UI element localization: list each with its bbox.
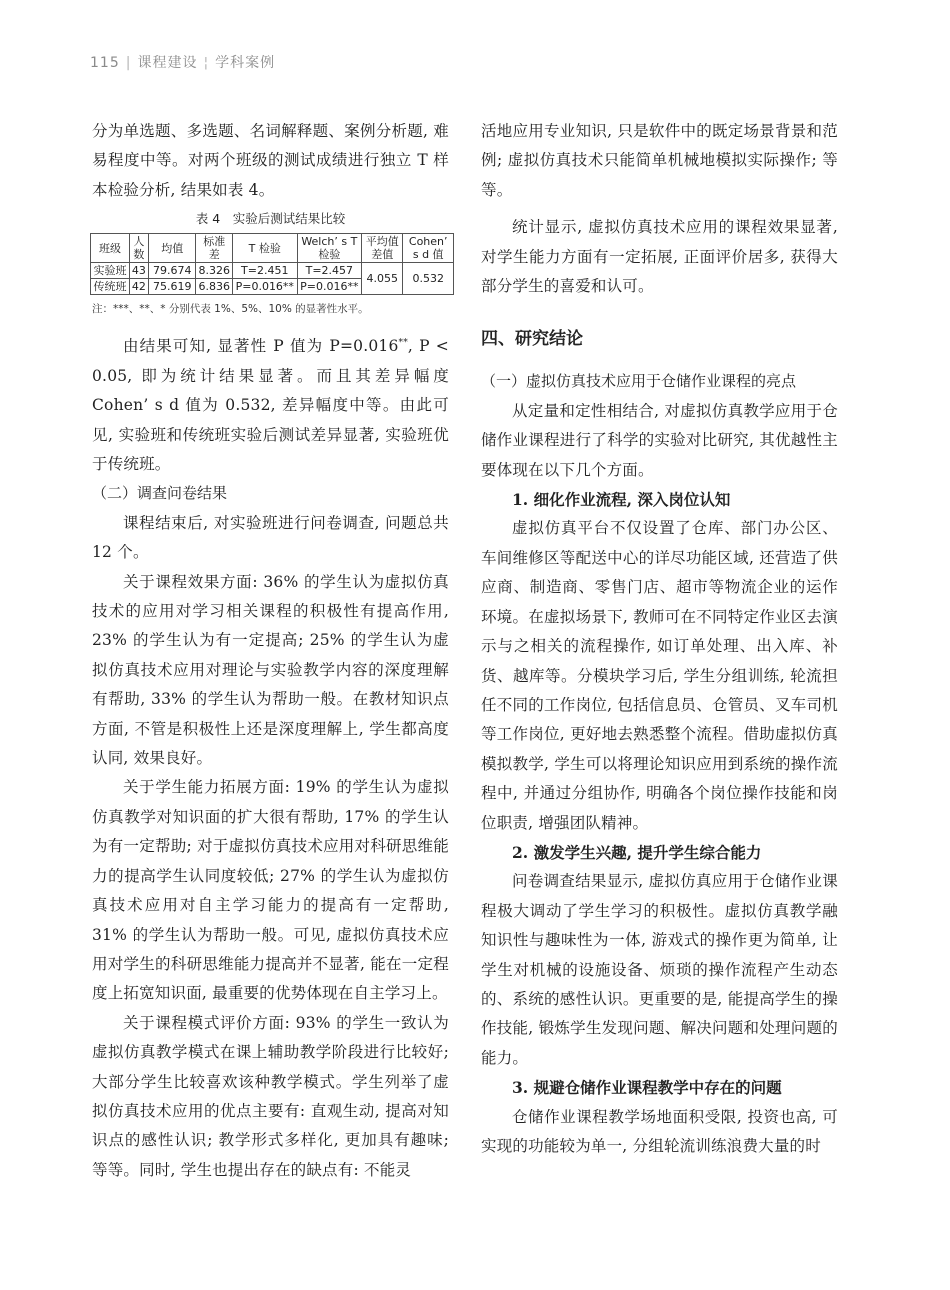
subsection-heading: （一）虚拟仿真技术应用于仓储作业课程的亮点 <box>481 372 797 391</box>
paragraph: 关于课程模式评价方面: 93% 的学生一致认为虚拟仿真教学模式在课上辅助教学阶段进行比较好; 大部分学生比较喜欢该种教学模式。学生列举了虚拟仿真技术应用的优点主要有: 直观生动, 提高对知识点的感性认识; 教学形式多样化, 更加具有趣味; 等等。同时, 学生也提出存在的缺点有: 不能灵 <box>92 1013 449 1179</box>
paragraph: 仓储作业课程教学场地面积受限, 投资也高, 可实现的功能较为单一, 分组轮流训练浪费大量的时 <box>481 1107 838 1155</box>
page-number: 115 <box>90 55 120 71</box>
table-cell: 实验班 <box>91 263 130 279</box>
table-cell: 8.326 <box>196 263 233 279</box>
table-cell: 42 <box>129 279 148 295</box>
header-section: 课程建设 <box>137 55 198 71</box>
table-cell: P=0.016** <box>297 279 362 295</box>
table-cell: 传统班 <box>91 279 130 295</box>
cohens-d-cell: 0.532 <box>403 263 454 295</box>
paragraph: 关于课程效果方面: 36% 的学生认为虚拟仿真技术的应用对学习相关课程的积极性有提高作用, 23% 的学生认为有一定提高; 25% 的学生认为虚拟仿真技术应用对理论与实验教学内容的深度理解有帮助, 33% 的学生认为帮助一般。在教材知识点方面, 不管是积极性上还是深度理解上, 学生都高度认同, 效果良好。 <box>92 572 449 768</box>
right-column <box>481 117 838 1161</box>
header-subsection: 学科案例 <box>215 55 276 71</box>
text-run: , P < 0.05, 即为统计结果显著。而且其差异幅度 Cohen’ s d 值为 0.532, 差异幅度中等。由此可见, 实验班和传统班实验后测试差异显著, 实验班优于传统班。 <box>92 337 449 473</box>
running-header: 115 | 课程建设 ¦ 学科案例 <box>90 55 276 71</box>
table-header-cell: 均值 <box>148 234 196 263</box>
table-header-cell: Welch’ s T 检验 <box>297 234 362 263</box>
table-header-cell: T 检验 <box>232 234 297 263</box>
results-table <box>90 233 454 295</box>
table-note: 注：***、**、* 分别代表 1%、5%、10% 的显著性水平。 <box>92 303 369 316</box>
paragraph <box>92 329 449 479</box>
text-run: 由结果可知, 显著性 P 值为 P=0.016 <box>123 337 399 356</box>
section-heading: 四、研究结论 <box>481 329 583 350</box>
table-header-row <box>91 234 454 263</box>
table-cell: 6.836 <box>196 279 233 295</box>
table-row <box>91 263 454 279</box>
paragraph: 分为单选题、多选题、名词解释题、案例分析题, 难易程度中等。对两个班级的测试成绩进行独立 T 样本检验分析, 结果如表 4。 <box>92 122 449 199</box>
table-header-cell: 人数 <box>129 234 148 263</box>
paragraph: 从定量和定性相结合, 对虚拟仿真教学应用于仓储作业课程进行了科学的实验对比研究, 其优越性主要体现在以下几个方面。 <box>481 401 838 479</box>
left-column <box>92 117 449 1185</box>
paragraph: 问卷调查结果显示, 虚拟仿真应用于仓储作业课程极大调动了学生学习的积极性。虚拟仿真教学融知识性与趣味性为一体, 游戏式的操作更为简单, 让学生对机械的设施设备、烦琐的操作流程产生动态的、系统的感性认识。更重要的是, 能提高学生的操作技能, 锻炼学生发现问题、解决问题和处理问题的能力。 <box>481 872 838 1067</box>
table-header-cell: 标准差 <box>196 234 233 263</box>
table-header-cell: Cohen’ s d 值 <box>403 234 454 263</box>
significance-marker: ** <box>398 338 408 349</box>
numbered-heading: 1. 细化作业流程, 深入岗位认知 <box>512 490 731 510</box>
numbered-heading: 2. 激发学生兴趣, 提升学生综合能力 <box>512 842 762 862</box>
subsection-heading: （二）调查问卷结果 <box>92 484 228 503</box>
table-cell: 75.619 <box>148 279 196 295</box>
paragraph: 课程结束后, 对实验班进行问卷调查, 问题总共 12 个。 <box>92 513 449 562</box>
numbered-heading: 3. 规避仓储作业课程教学中存在的问题 <box>512 1078 782 1098</box>
table-cell: 43 <box>129 263 148 279</box>
table-cell: T=2.457 <box>297 263 362 279</box>
table-cell: 79.674 <box>148 263 196 279</box>
table-caption: 表 4 实验后测试结果比较 <box>195 211 346 227</box>
table-header-cell: 平均值差值 <box>362 234 403 263</box>
table-cell: T=2.451 <box>232 263 297 279</box>
mean-diff-cell: 4.055 <box>362 263 403 295</box>
paragraph: 统计显示, 虚拟仿真技术应用的课程效果显著, 对学生能力方面有一定拓展, 正面评价居多, 获得大部分学生的喜爱和认可。 <box>481 218 838 296</box>
paragraph: 虚拟仿真平台不仅设置了仓库、部门办公区、车间维修区等配送中心的详尽功能区域, 还营造了供应商、制造商、零售门店、超市等物流企业的运作环境。在虚拟场景下, 教师可在不同特定作业区去演示与之相关的流程操作, 如订单处理、出入库、补货、越库等。分模块学习后, 学生分组训练, 轮流担任不同的工作岗位, 包括信息员、仓管员、叉车司机等工作岗位, 更好地去熟悉整个流程。借助虚拟仿真模拟教学, 学生可以将理论知识应用到系统的操作流程中, 并通过分组协作, 明确各个岗位操作技能和岗位职责, 增强团队精神。 <box>481 519 838 832</box>
paragraph: 关于学生能力拓展方面: 19% 的学生认为虚拟仿真教学对知识面的扩大很有帮助, 17% 的学生认为有一定帮助; 对于虚拟仿真技术应用对科研思维能力的提高学生认同度较低; 27% 的学生认为虚拟仿真技术应用对自主学习能力的提高有一定帮助, 31% 的学生认为帮助一般。可见, 虚拟仿真技术应用对学生的科研思维能力提高并不显著, 能在一定程度上拓宽知识面, 最重要的优势体现在自主学习上。 <box>92 778 449 1003</box>
table-header-cell: 班级 <box>91 234 130 263</box>
paragraph: 活地应用专业知识, 只是软件中的既定场景背景和范例; 虚拟仿真技术只能简单机械地模拟实际操作; 等等。 <box>481 122 838 199</box>
table-cell: P=0.016** <box>232 279 297 295</box>
